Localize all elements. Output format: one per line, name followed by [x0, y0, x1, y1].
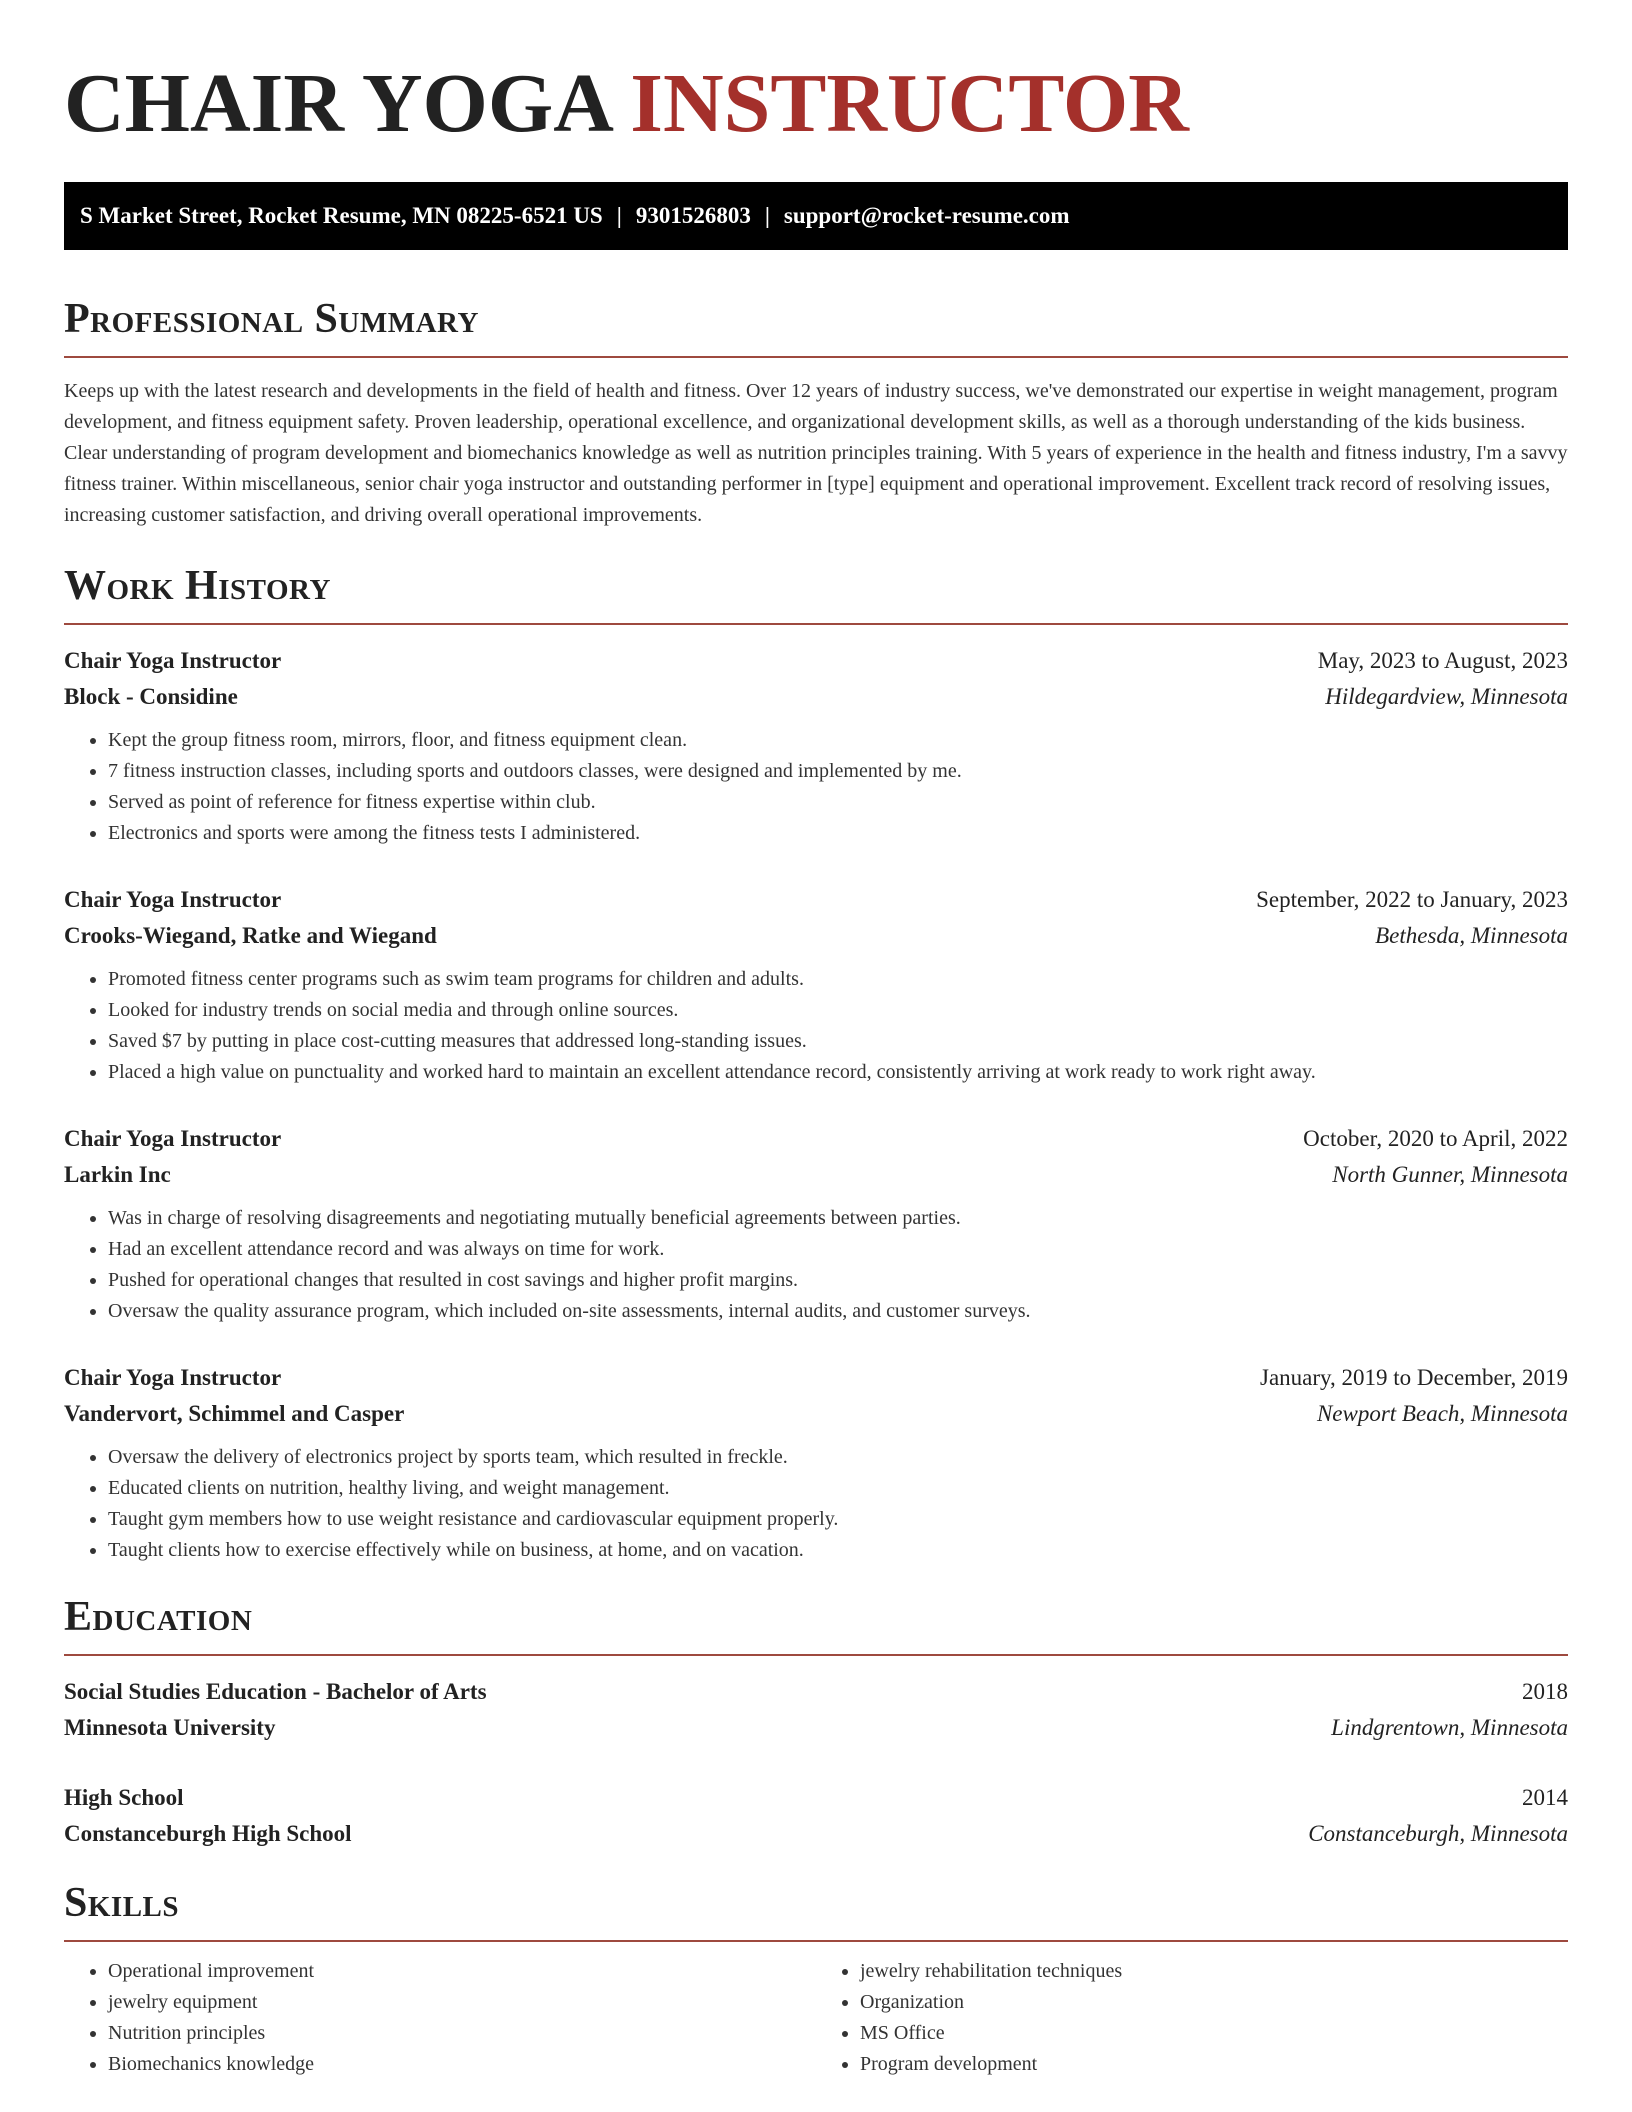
education-section: [64, 1592, 1568, 1852]
job-header-row: [64, 882, 1568, 918]
summary-section: [64, 294, 1568, 531]
education-school: Minnesota University: [64, 1715, 276, 1740]
job-company: Vandervort, Schimmel and Casper: [64, 1401, 405, 1426]
resume-title: [64, 0, 1568, 150]
skill-item: • Nutrition principles: [108, 2018, 816, 2049]
job-title: Chair Yoga Instructor: [64, 1126, 282, 1151]
job-header-row: [64, 1121, 1568, 1157]
education-degree-row: [64, 1780, 1568, 1816]
education-entry: [64, 1780, 1568, 1852]
job-company-row: [64, 1157, 1568, 1193]
job-entry: [64, 643, 1568, 849]
skill-item: • Biomechanics knowledge: [108, 2049, 816, 2080]
job-bullet: • Taught gym members how to use weight resistance and cardiovascular equipment properly.: [108, 1504, 1568, 1535]
job-header-row: [64, 643, 1568, 679]
skills-section: [64, 1878, 1568, 2080]
job-bullets: [64, 964, 1568, 1088]
skill-item: • jewelry rehabilitation techniques: [860, 1956, 1568, 1987]
education-year: 2014: [1522, 1785, 1568, 1810]
job-dates: May, 2023 to August, 2023: [1317, 648, 1568, 673]
title-name: CHAIR YOGA: [64, 57, 610, 150]
contact-bar: [64, 182, 1568, 250]
job-company: Crooks-Wiegand, Ratke and Wiegand: [64, 923, 437, 948]
education-school-row: [64, 1710, 1568, 1746]
job-bullet: • Oversaw the delivery of electronics project by sports team, which resulted in freckle.: [108, 1442, 1568, 1473]
summary-text: Keeps up with the latest research and developments in the field of health and fitness. Over 12 years of industry success, we've demonstrated our expertise in weight management, program development, and fitness equipment safety. Proven leadership, operational excellence, and organizational development skills, as well as a thorough understanding of the kids business. Clear understanding of program development and biomechanics knowledge as well as nutrition principles training. With 5 years of experience in the health and fitness industry, I'm a savvy fitness trainer. Within miscellaneous, senior chair yoga instructor and outstanding performer in [type] equipment and operational improvement. Excellent track record of resolving issues, increasing customer satisfaction, and driving overall operational improvements.: [64, 380, 1568, 526]
job-bullet: • Electronics and sports were among the fitness tests I administered.: [108, 818, 1568, 849]
job-bullet: • Placed a high value on punctuality and worked hard to maintain an excellent attendance record, consistently arriving at work ready to work right away.: [108, 1057, 1568, 1088]
contact-separator: |: [616, 203, 622, 228]
work-history-section: [64, 561, 1568, 1566]
contact-address: S Market Street, Rocket Resume, MN 08225-6521 US: [80, 203, 603, 228]
job-bullet: • Promoted fitness center programs such as swim team programs for children and adults.: [108, 964, 1568, 995]
job-title: Chair Yoga Instructor: [64, 1365, 282, 1390]
skill-item: • Operational improvement: [108, 1956, 816, 1987]
contact-email: support@rocket-resume.com: [783, 203, 1070, 228]
education-degree: Social Studies Education - Bachelor of Arts: [64, 1679, 487, 1704]
education-school: Constanceburgh High School: [64, 1821, 352, 1846]
job-company: Larkin Inc: [64, 1162, 171, 1187]
job-bullet: • Looked for industry trends on social media and through online sources.: [108, 995, 1568, 1026]
education-location: Constanceburgh, Minnesota: [1308, 1821, 1568, 1846]
job-location: Hildegardview, Minnesota: [1325, 684, 1568, 709]
job-header-row: [64, 1360, 1568, 1396]
job-bullet: • Served as point of reference for fitness expertise within club.: [108, 787, 1568, 818]
job-bullet: • Had an excellent attendance record and was always on time for work.: [108, 1234, 1568, 1265]
skills-list-right: [816, 1956, 1568, 2080]
contact-separator: |: [764, 203, 770, 228]
skill-item: • MS Office: [860, 2018, 1568, 2049]
job-dates: September, 2022 to January, 2023: [1256, 887, 1568, 912]
job-title: Chair Yoga Instructor: [64, 648, 282, 673]
job-company: Block - Considine: [64, 684, 238, 709]
section-heading-summary: Professional Summary: [64, 294, 1568, 358]
job-company-row: [64, 679, 1568, 715]
section-heading-skills: Skills: [64, 1878, 1568, 1942]
education-school-row: [64, 1816, 1568, 1852]
job-location: Bethesda, Minnesota: [1375, 923, 1568, 948]
job-bullet: • Kept the group fitness room, mirrors, floor, and fitness equipment clean.: [108, 725, 1568, 756]
title-role: INSTRUCTOR: [630, 57, 1189, 150]
job-bullet: • Taught clients how to exercise effectively while on business, at home, and on vacation.: [108, 1535, 1568, 1566]
job-location: North Gunner, Minnesota: [1332, 1162, 1568, 1187]
skill-item: • Program development: [860, 2049, 1568, 2080]
job-bullet: • Was in charge of resolving disagreements and negotiating mutually beneficial agreements between parties.: [108, 1203, 1568, 1234]
job-dates: October, 2020 to April, 2022: [1303, 1126, 1568, 1151]
education-entry: [64, 1674, 1568, 1746]
job-entry: [64, 1121, 1568, 1327]
skills-columns: [64, 1956, 1568, 2080]
job-bullet: • Pushed for operational changes that resulted in cost savings and higher profit margins.: [108, 1265, 1568, 1296]
skill-item: • jewelry equipment: [108, 1987, 816, 2018]
education-degree-row: [64, 1674, 1568, 1710]
job-bullet: • 7 fitness instruction classes, including sports and outdoors classes, were designed and implemented by me.: [108, 756, 1568, 787]
job-bullet: • Oversaw the quality assurance program, which included on-site assessments, internal audits, and customer surveys.: [108, 1296, 1568, 1327]
job-bullet: • Saved $7 by putting in place cost-cutting measures that addressed long-standing issues.: [108, 1026, 1568, 1057]
education-year: 2018: [1522, 1679, 1568, 1704]
job-bullets: [64, 1442, 1568, 1566]
education-location: Lindgrentown, Minnesota: [1331, 1715, 1568, 1740]
section-heading-education: Education: [64, 1592, 1568, 1656]
job-bullets: [64, 725, 1568, 849]
job-company-row: [64, 918, 1568, 954]
job-dates: January, 2019 to December, 2019: [1260, 1365, 1568, 1390]
job-entry: [64, 882, 1568, 1088]
job-entry: [64, 1360, 1568, 1566]
skills-list-left: [64, 1956, 816, 2080]
job-company-row: [64, 1396, 1568, 1432]
job-bullets: [64, 1203, 1568, 1327]
job-bullet: • Educated clients on nutrition, healthy living, and weight management.: [108, 1473, 1568, 1504]
skill-item: • Organization: [860, 1987, 1568, 2018]
contact-phone: 9301526803: [635, 203, 751, 228]
education-degree: High School: [64, 1785, 184, 1810]
job-title: Chair Yoga Instructor: [64, 887, 282, 912]
section-heading-work: Work History: [64, 561, 1568, 625]
job-location: Newport Beach, Minnesota: [1316, 1401, 1568, 1426]
